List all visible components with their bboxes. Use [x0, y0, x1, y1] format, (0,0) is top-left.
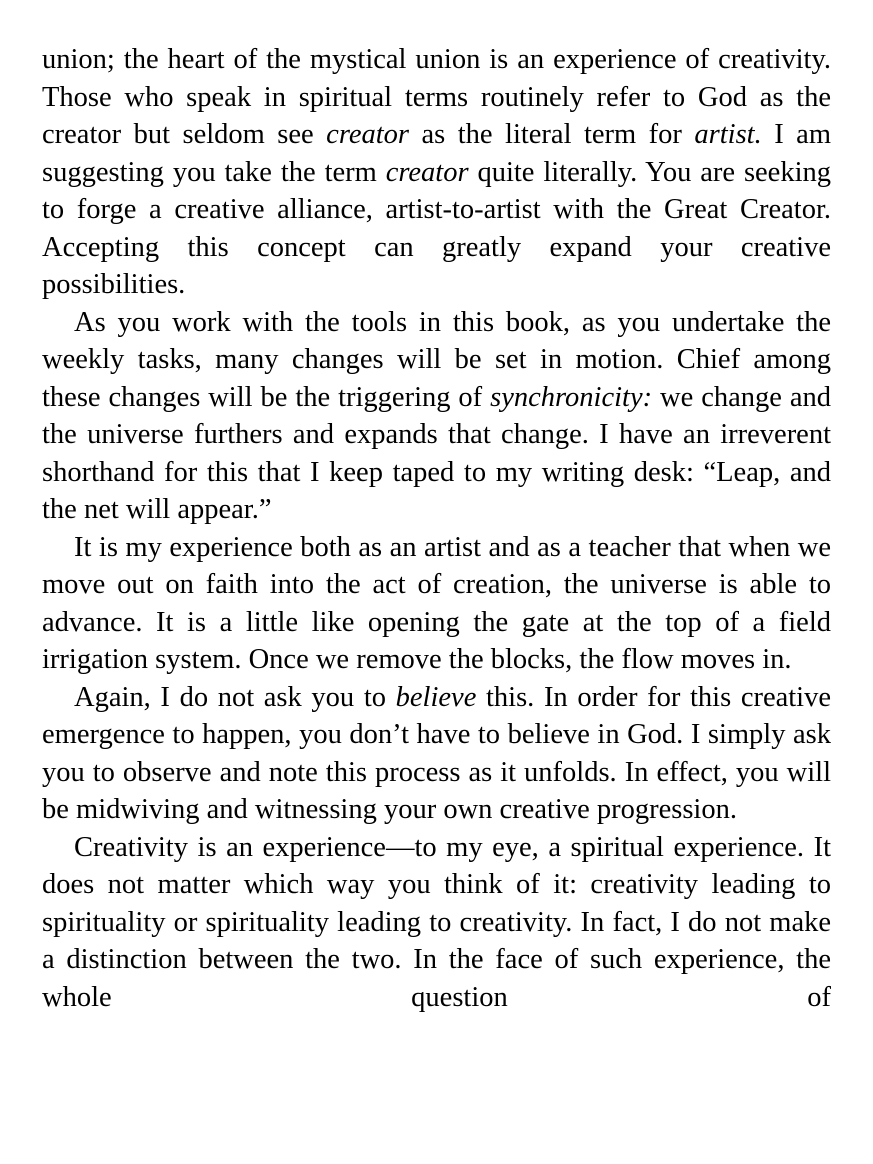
emphasis-believe: believe [395, 681, 477, 713]
paragraph-1-text-2: as the literal term for [409, 119, 695, 150]
paragraph-4-text-2: this. In order for this creative emergence to happen, you don’t have to believe in God. I simply ask you to observe and note this process as it unfolds. In effect, you will be midwiving and witnessing your own creative progression. [42, 681, 832, 825]
emphasis-synchronicity: synchronicity: [490, 381, 653, 413]
paragraph-5 [42, 829, 831, 1017]
paragraph-3 [42, 529, 831, 679]
emphasis-creator-2: creator [385, 156, 469, 188]
emphasis-artist: artist. [694, 119, 762, 150]
paragraph-1-text-4: quite literally. You are seeking to forge a creative alliance, artist-to-artist with the Great Creator. Accepting this concept can greatly expand your creative possibilities. [42, 156, 831, 300]
paragraph-1-text-1: union; the heart of the mystical union is an experience of creativity. Those who speak in spiritual terms routinely refer to God as the creator but seldom see [42, 44, 831, 150]
paragraph-2-text-2: we change and the universe furthers and expands that change. I have an irreverent shorthand for this that I keep taped to my writing desk: “Leap, and the net will appear.” [42, 381, 831, 525]
paragraph-5-text-1: Creativity is an experience—to my eye, a spiritual experience. It does not matter which way you think of it: creativity leading to spirituality or spirituality leading to creativity. In fact, I do not make a distinction between the two. In the face of such experience, the whole question of [42, 831, 831, 1013]
paragraph-2-text-1: As you work with the tools in this book, as you undertake the weekly tasks, many changes will be set in motion. Chief among these changes will be the triggering of [42, 306, 831, 413]
paragraph-2 [42, 304, 831, 529]
paragraph-4 [42, 679, 831, 829]
emphasis-creator: creator [326, 119, 410, 150]
page-body [42, 41, 831, 1016]
paragraph-1 [42, 41, 831, 304]
paragraph-1-text-3: I am suggesting you take the term [42, 119, 831, 188]
paragraph-4-text-1: Again, I do not ask you to [74, 681, 396, 713]
paragraph-3-text-1: It is my experience both as an artist and as a teacher that when we move out on faith into the act of creation, the universe is able to advance. It is a little like opening the gate at the top of a field irrigation system. Once we remove the blocks, the flow moves in. [42, 531, 831, 675]
